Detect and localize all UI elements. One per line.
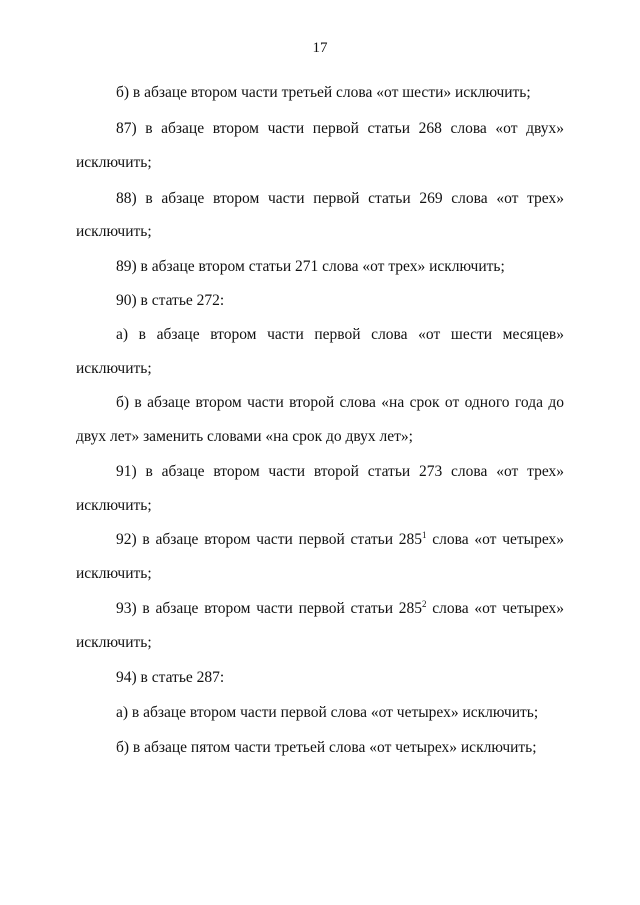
paragraph-text: 94) в статье 287: (116, 669, 225, 686)
paragraph-88 (76, 182, 564, 216)
paragraph-93-cont (76, 626, 564, 660)
paragraph-line: исключить; (76, 565, 152, 582)
paragraph-90-a-cont (76, 352, 564, 386)
paragraph-90-b-cont (76, 420, 564, 454)
superscript: 1 (422, 529, 427, 540)
paragraph-94-a (76, 696, 564, 730)
paragraph-line: исключить; (76, 223, 152, 240)
paragraph-line: 87) в абзаце втором части первой статьи 268 слова «от двух» (116, 120, 564, 137)
paragraph-92 (76, 523, 564, 557)
paragraph-line: исключить; (76, 360, 152, 377)
paragraph-87-cont (76, 146, 564, 180)
page-number: 17 (312, 40, 328, 56)
paragraph-line (76, 523, 564, 557)
paragraph-text: 90) в статье 272: (116, 292, 225, 309)
paragraph-line: 91) в абзаце втором части второй статьи 273 слова «от трех» (116, 463, 564, 480)
paragraph-text: б) в абзаце пятом части третьей слова «от четырех» исключить; (116, 739, 537, 756)
paragraph-91 (76, 455, 564, 489)
paragraph-text: а) в абзаце втором части первой слова «от четырех» исключить; (116, 704, 539, 721)
paragraph-90 (76, 284, 564, 318)
paragraph-line: б) в абзаце втором части второй слова «на срок от одного года до (116, 394, 564, 411)
paragraph-94 (76, 661, 564, 695)
paragraph-b-sixth (76, 76, 564, 110)
paragraph-line: 88) в абзаце втором части первой статьи 269 слова «от трех» (116, 190, 564, 207)
paragraph-92-cont (76, 557, 564, 591)
paragraph-line: исключить; (76, 154, 152, 171)
paragraph-line: двух лет» заменить словами «на срок до двух лет»; (76, 428, 413, 445)
paragraph-91-cont (76, 489, 564, 523)
paragraph-line (76, 592, 564, 626)
paragraph-line: а) в абзаце втором части первой слова «от шести месяцев» (116, 326, 564, 343)
paragraph-text: 89) в абзаце втором статьи 271 слова «от трех» исключить; (116, 258, 505, 275)
paragraph-89 (76, 250, 564, 284)
paragraph-line: исключить; (76, 497, 152, 514)
paragraph-90-a (76, 318, 564, 352)
paragraph-93 (76, 592, 564, 626)
paragraph-text: б) в абзаце втором части третьей слова «от шести» исключить; (116, 84, 531, 101)
paragraph-text: 93) в абзаце втором части первой статьи 285 (116, 600, 423, 617)
paragraph-94-b (76, 731, 564, 765)
paragraph-88-cont (76, 215, 564, 249)
paragraph-90-b (76, 386, 564, 420)
paragraph-text: слова «от четырех» (426, 600, 565, 617)
paragraph-text: 92) в абзаце втором части первой статьи 285 (116, 531, 423, 548)
paragraph-line: исключить; (76, 634, 152, 651)
superscript: 2 (422, 598, 427, 609)
paragraph-text: слова «от четырех» (426, 531, 565, 548)
